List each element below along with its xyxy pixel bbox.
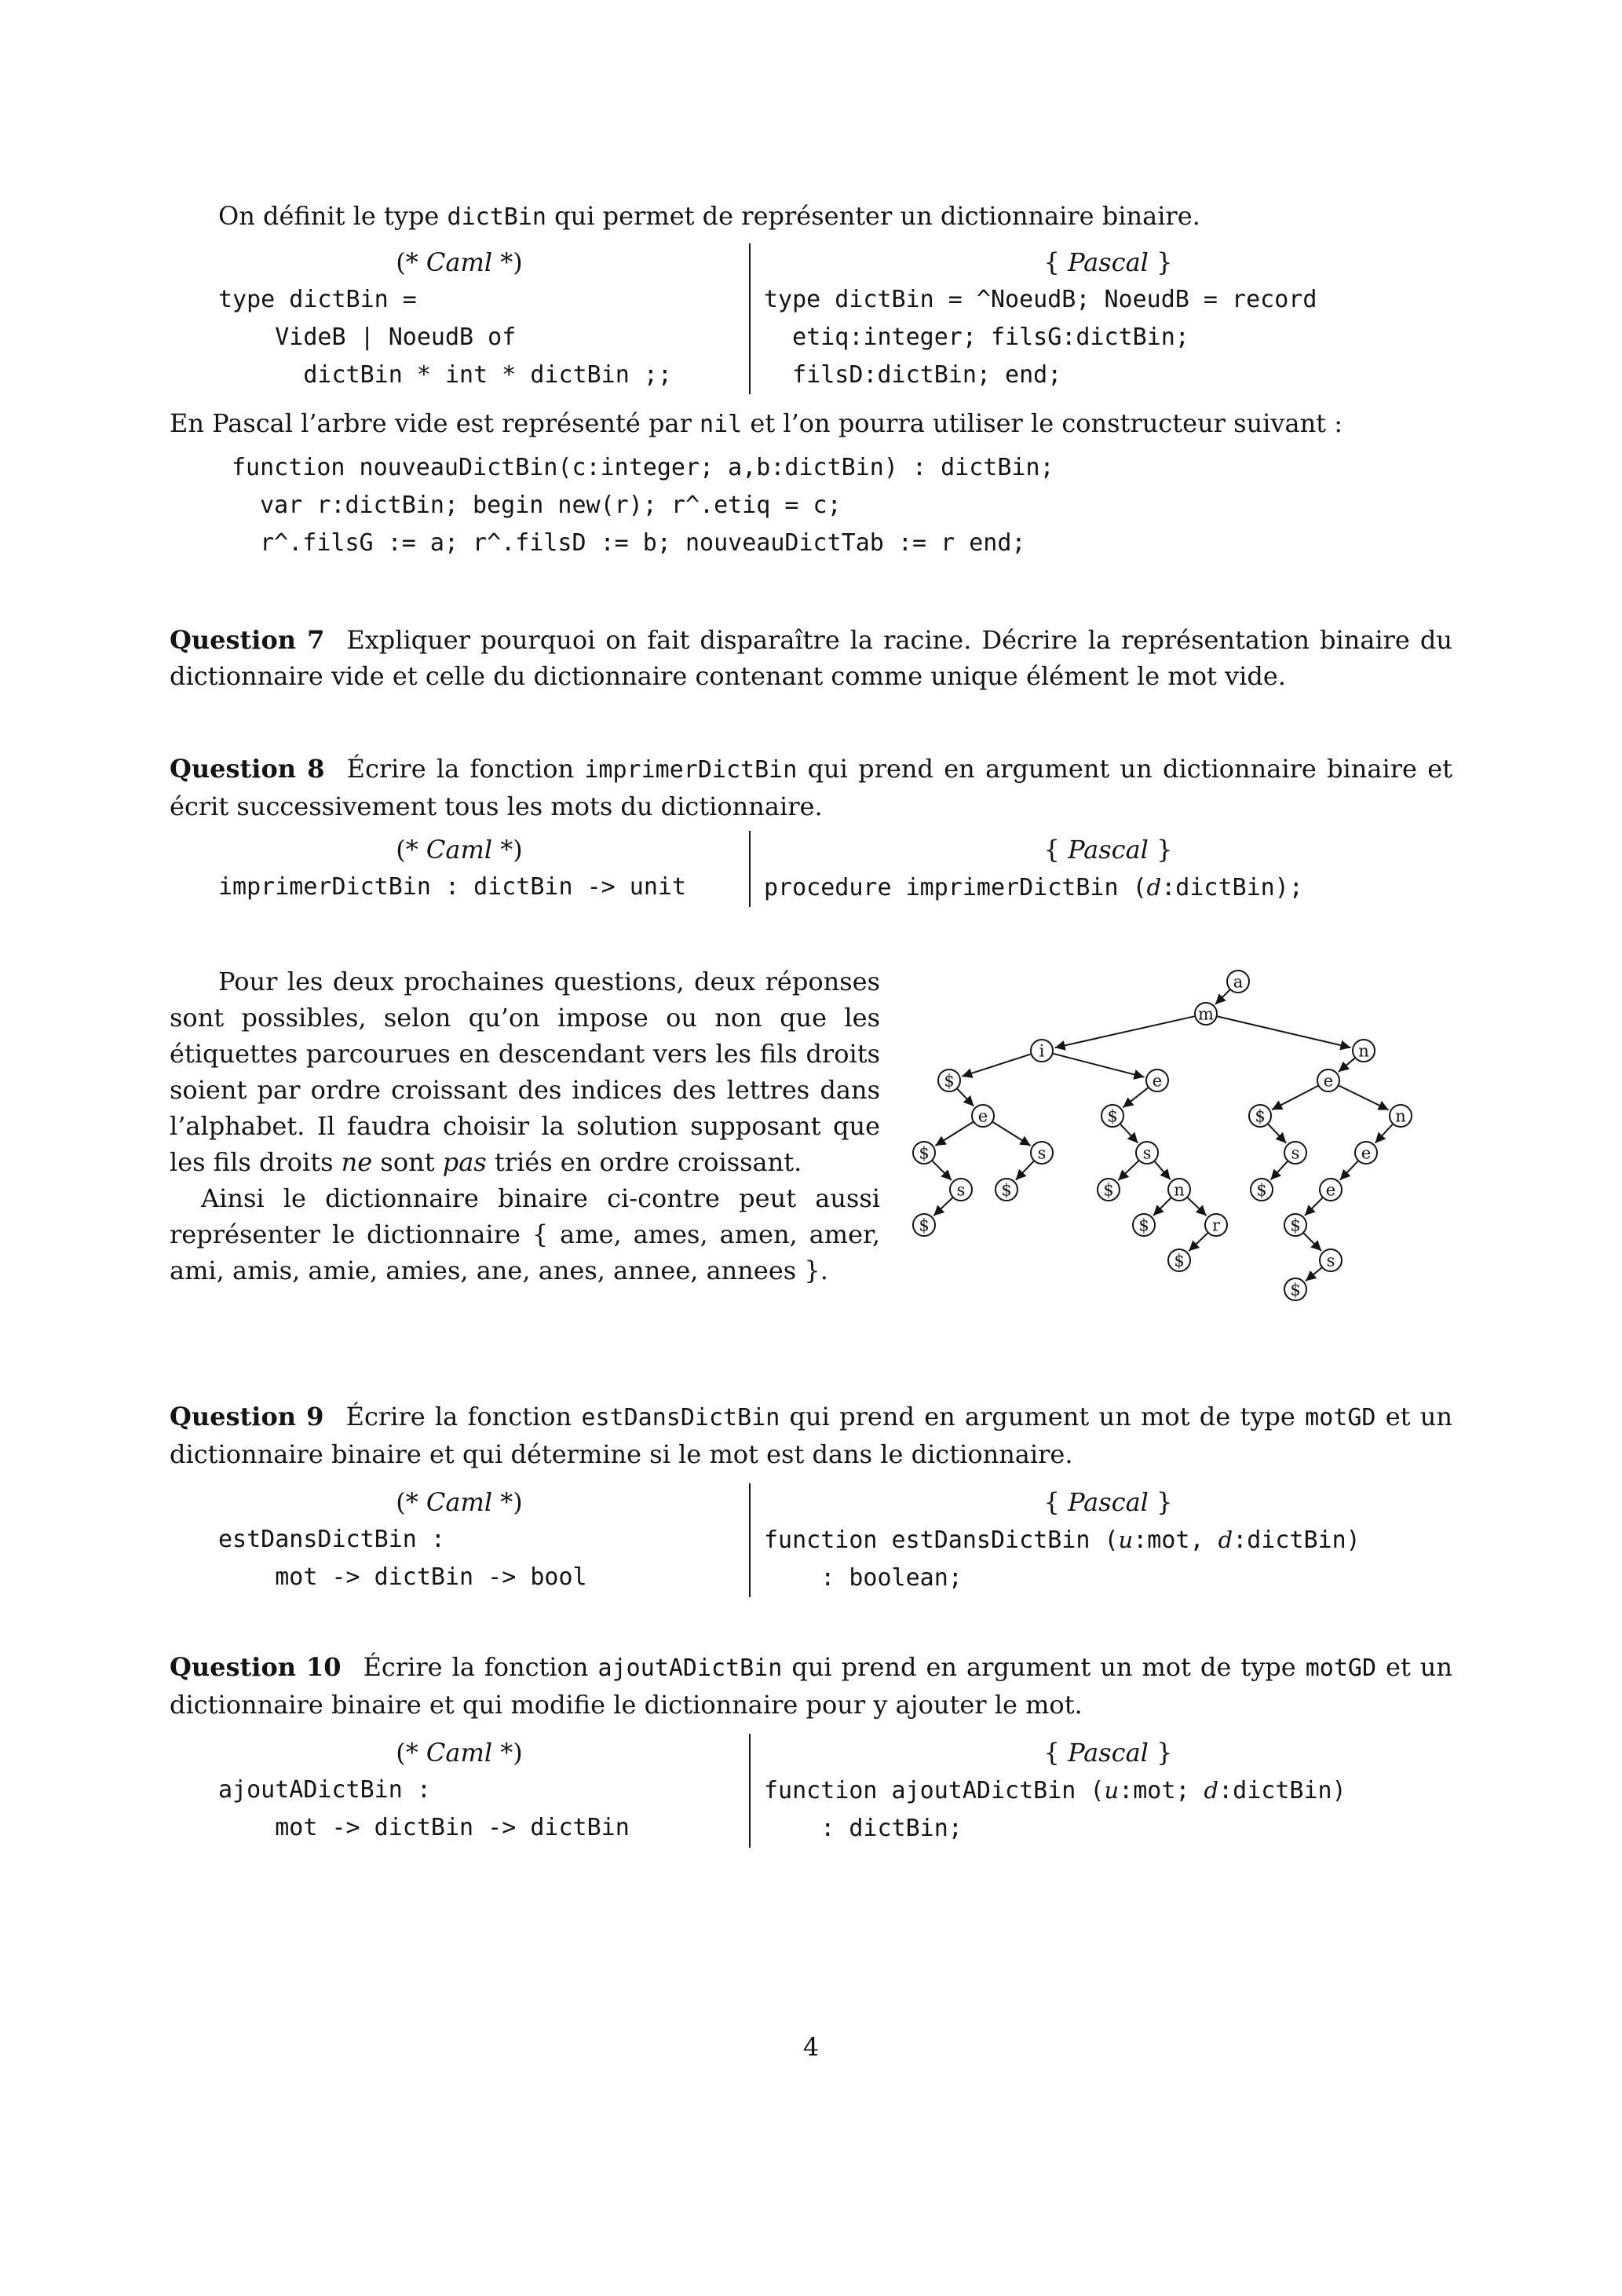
code-run: :dictBin) xyxy=(1218,1777,1346,1804)
tree-node-n_an xyxy=(1353,1040,1375,1062)
caml-column xyxy=(170,1483,749,1597)
pascal-header-open: { xyxy=(1043,1738,1069,1768)
caml-header-name: Caml xyxy=(426,1487,493,1517)
pascal-estdans-code xyxy=(764,1521,1452,1597)
tree-node-r_amer xyxy=(1205,1214,1227,1236)
tree-node-s_amies xyxy=(950,1179,972,1201)
caml-type-code: type dictBin = VideB | NoeudB of dictBin * int * dictBin ;; xyxy=(218,286,672,389)
tree-node-label: e xyxy=(1361,1143,1372,1163)
question-10-text-2: qui prend en argument un mot de type xyxy=(782,1652,1306,1682)
tree-edge-s_amis-end_amis xyxy=(1016,1161,1034,1180)
tree-node-e_ame xyxy=(1146,1069,1168,1091)
tree-node-end_ami xyxy=(938,1069,960,1091)
tree-edge-e_ame-end_ame xyxy=(1123,1088,1148,1107)
tree-node-label: e xyxy=(1325,1180,1336,1200)
tree-edge-i-end_ami xyxy=(962,1055,1031,1077)
caml-column xyxy=(170,243,749,394)
inline-code-imprimerdictbin: imprimerDictBin xyxy=(584,756,798,784)
tree-edge-e_amie-end_amie xyxy=(935,1122,973,1146)
caml-header-open: (* xyxy=(396,835,426,865)
tree-node-end_amen xyxy=(1133,1214,1155,1236)
code-var-d: d xyxy=(1218,1526,1233,1553)
tree-edge-e_annee-end_annee xyxy=(1305,1198,1322,1216)
intro-text-1: On définit le type xyxy=(218,201,448,231)
tree-node-end_amies xyxy=(913,1214,935,1236)
pascal-header-name: Pascal xyxy=(1068,1738,1149,1768)
tree-node-label: $ xyxy=(1255,1106,1266,1126)
intro-paragraph xyxy=(170,198,1452,236)
figure-section xyxy=(170,963,1452,1326)
code-block-imprimer xyxy=(170,831,1452,907)
tree-node-label: $ xyxy=(944,1071,955,1091)
code-var-d: d xyxy=(1146,874,1162,901)
question-8-text-2: qui prend en argument un dictionnaire binaire et écrit successivement tous les mots du dictionnaire. xyxy=(170,754,1453,821)
tree-node-label: $ xyxy=(1103,1180,1114,1200)
tree-node-label: $ xyxy=(1290,1216,1301,1235)
inline-code-motgd: motGD xyxy=(1305,1404,1376,1431)
caml-header-close: *) xyxy=(492,1738,523,1768)
tree-edge-end_annee-s_annees xyxy=(1304,1234,1321,1251)
tree-edge-e_ane-n_ann xyxy=(1339,1086,1389,1110)
tree-edge-s_anes-end_anes xyxy=(1271,1161,1288,1179)
caml-header xyxy=(170,1483,749,1521)
code-run: :dictBin); xyxy=(1161,874,1303,901)
caml-header-open: (* xyxy=(396,247,426,277)
inline-code-estdansdictbin: estDansDictBin xyxy=(581,1404,780,1431)
tree-node-label: s xyxy=(956,1180,966,1200)
code-run: function estDansDictBin ( xyxy=(764,1526,1119,1554)
tree-node-end_ane xyxy=(1249,1105,1271,1127)
tree-node-end_amer xyxy=(1168,1249,1190,1271)
fig-emph-pas: pas xyxy=(442,1147,487,1177)
tree-edge-end_ame-s_ames xyxy=(1120,1124,1138,1143)
tree-node-label: n xyxy=(1395,1106,1406,1126)
code-var-u: u xyxy=(1104,1777,1120,1804)
tree-edge-s_ames-n_amen xyxy=(1155,1161,1171,1179)
tree-node-end_ame xyxy=(1101,1105,1123,1127)
code-run: :mot, xyxy=(1133,1526,1218,1554)
fig-text-3: triés en ordre croissant. xyxy=(486,1147,802,1177)
tree-node-label: i xyxy=(1039,1041,1045,1061)
pascal-header-close: } xyxy=(1148,1487,1173,1517)
tree-node-label: s xyxy=(1037,1143,1047,1163)
tree-node-s_anes xyxy=(1284,1142,1306,1164)
tree-node-n_amen xyxy=(1168,1179,1190,1201)
tree-node-e_ane xyxy=(1317,1069,1339,1091)
tree-edge-n_ann-e_anne xyxy=(1375,1124,1393,1143)
inline-code-nil: nil xyxy=(700,411,743,438)
caml-column xyxy=(170,1734,749,1848)
tree-edge-s_amies-end_amies xyxy=(933,1197,952,1216)
tree-edge-n_amen-end_amen xyxy=(1153,1198,1171,1216)
question-10-label: Question 10 xyxy=(170,1652,342,1682)
question-7-label: Question 7 xyxy=(170,625,325,655)
code-block-estdans xyxy=(170,1483,1452,1597)
tree-edge-i-e_ame xyxy=(1054,1054,1145,1077)
tree-node-end_annees xyxy=(1284,1278,1306,1300)
tree-node-label: $ xyxy=(1256,1180,1267,1200)
binary-dictionary-tree-figure xyxy=(895,959,1452,1326)
pascal-column xyxy=(749,831,1452,907)
code-run: procedure imprimerDictBin ( xyxy=(764,874,1147,901)
question-9-text-3: et un dictionnaire binaire et qui détermine si le mot est dans le dictionnaire. xyxy=(170,1402,1453,1469)
tree-node-end_amis xyxy=(995,1179,1017,1201)
tree-node-m xyxy=(1195,1003,1217,1025)
tree-edge-n_amen-r_amer xyxy=(1188,1197,1207,1216)
inline-code-dictbin: dictBin xyxy=(447,203,546,231)
code-run: :mot; xyxy=(1119,1777,1204,1804)
tree-node-label: s xyxy=(1326,1251,1335,1270)
tree-node-e_anne xyxy=(1355,1142,1377,1164)
caml-header-close: *) xyxy=(492,835,523,865)
tree-node-label: s xyxy=(1142,1143,1152,1163)
fig-text-2: sont xyxy=(372,1147,443,1177)
inline-code-motgd: motGD xyxy=(1305,1654,1377,1682)
nil-paragraph xyxy=(170,405,1452,443)
tree-node-i xyxy=(1031,1040,1053,1062)
tree-edge-e_anne-e_annee xyxy=(1340,1161,1358,1180)
nil-text-2: et l’on pourra utiliser le constructeur suivant : xyxy=(742,408,1343,438)
pascal-header-open: { xyxy=(1043,1487,1069,1517)
pascal-header xyxy=(764,243,1452,281)
tree-edge-s_ames-end_ames xyxy=(1118,1161,1138,1180)
pascal-type-code: type dictBin = ^NoeudB; NoeudB = record etiq:integer; filsG:dictBin; filsD:dictBin; end; xyxy=(764,286,1317,389)
figure-text-column xyxy=(170,963,880,1326)
pascal-column xyxy=(749,1483,1452,1597)
constructor-code: function nouveauDictBin(c:integer; a,b:dictBin) : dictBin; var r:dictBin; begin new(r); r^.etiq = c; r^.filsG := a; r^.filsD := b; nouveauDictTab := r end; xyxy=(232,454,1054,557)
question-9-text-2: qui prend en argument un mot de type xyxy=(780,1402,1306,1431)
question-10-text-3: et un dictionnaire binaire et qui modifie le dictionnaire pour y ajouter le mot. xyxy=(170,1652,1453,1720)
tree-node-label: m xyxy=(1198,1004,1214,1024)
tree-node-s_amis xyxy=(1031,1142,1053,1164)
tree-node-label: n xyxy=(1358,1041,1369,1061)
caml-header-close: *) xyxy=(492,1487,523,1517)
pascal-header xyxy=(764,1734,1452,1771)
question-10 xyxy=(170,1649,1452,1723)
tree-node-n_ann xyxy=(1390,1105,1412,1127)
nil-text-1: En Pascal l’arbre vide est représenté par xyxy=(170,408,700,438)
question-9-label: Question 9 xyxy=(170,1402,324,1431)
question-7 xyxy=(170,622,1452,694)
page-number: 4 xyxy=(802,2032,820,2062)
tree-node-label: $ xyxy=(919,1216,930,1235)
tree-node-end_ames xyxy=(1098,1179,1120,1201)
caml-header-open: (* xyxy=(396,1738,426,1768)
tree-node-s_annees xyxy=(1320,1249,1342,1271)
caml-imprimer-code: imprimerDictBin : dictBin -> unit xyxy=(218,873,687,901)
pascal-header-close: } xyxy=(1148,1738,1173,1768)
figure-paragraph-2: Ainsi le dictionnaire binaire ci-contre peut aussi représenter le dictionnaire { ame, ames, amen, amer, ami, amis, amie, amies, ane, anes, annee, annees }. xyxy=(170,1183,880,1285)
code-run: function ajoutADictBin ( xyxy=(764,1777,1105,1804)
figure-paragraph-1 xyxy=(170,963,880,1180)
question-8-label: Question 8 xyxy=(170,754,325,784)
pascal-header-close: } xyxy=(1148,835,1173,865)
tree-edge-s_annees-end_annees xyxy=(1306,1268,1321,1281)
fig-emph-ne: ne xyxy=(341,1147,373,1177)
caml-estdans-code: estDansDictBin : mot -> dictBin -> bool xyxy=(218,1526,587,1591)
tree-edge-r_amer-end_amer xyxy=(1189,1233,1207,1251)
question-8-text-1: Écrire la fonction xyxy=(346,754,585,784)
tree-node-label: a xyxy=(1233,972,1244,992)
question-10-text-1: Écrire la fonction xyxy=(363,1652,598,1682)
tree-edge-e_amie-s_amis xyxy=(993,1122,1031,1146)
tree-node-label: $ xyxy=(1290,1280,1301,1300)
code-run: : dictBin; xyxy=(764,1815,963,1842)
fig-text-1: Pour les deux prochaines questions, deux réponses sont possibles, selon qu’on impose ou non que les étiquettes parcourues en descendant vers les fils droits soient par ordre croissant des indices des lettres dans l’alphabet. Il faudra choisir la solution supposant que les fils droits xyxy=(170,967,880,1177)
caml-column xyxy=(170,831,749,907)
caml-header-name: Caml xyxy=(426,1738,493,1768)
question-8 xyxy=(170,751,1452,824)
tree-node-e_annee xyxy=(1320,1179,1342,1201)
pascal-column xyxy=(749,243,1452,394)
tree-node-end_anes xyxy=(1251,1179,1273,1201)
tree-edge-a-m xyxy=(1215,990,1229,1004)
question-9-text-1: Écrire la fonction xyxy=(345,1402,582,1431)
tree-edge-m-i xyxy=(1055,1016,1195,1047)
pascal-header-name: Pascal xyxy=(1068,835,1149,865)
code-var-d: d xyxy=(1204,1777,1219,1804)
tree-edge-e_ane-end_ane xyxy=(1272,1086,1318,1110)
pascal-header-close: } xyxy=(1148,247,1173,277)
pascal-header-name: Pascal xyxy=(1068,247,1149,277)
tree-diagram xyxy=(895,959,1445,1320)
pascal-header-open: { xyxy=(1043,835,1069,865)
code-block-type-definitions xyxy=(170,243,1452,394)
pascal-imprimer-code xyxy=(764,868,1452,907)
tree-node-label: $ xyxy=(1001,1180,1012,1200)
tree-node-label: $ xyxy=(1138,1216,1149,1235)
intro-text-2: qui permet de représenter un dictionnaire binaire. xyxy=(546,201,1200,231)
code-block-ajout xyxy=(170,1734,1452,1848)
pascal-header-open: { xyxy=(1043,247,1069,277)
caml-header-name: Caml xyxy=(426,835,493,865)
tree-node-label: s xyxy=(1291,1143,1300,1163)
caml-header-open: (* xyxy=(396,1487,426,1517)
tree-node-label: r xyxy=(1211,1216,1221,1235)
tree-node-e_amie xyxy=(972,1105,994,1127)
tree-node-label: $ xyxy=(1107,1106,1118,1126)
tree-node-label: e xyxy=(1152,1071,1163,1091)
tree-node-label: e xyxy=(977,1106,988,1126)
pascal-header xyxy=(764,831,1452,868)
tree-edge-m-n_an xyxy=(1218,1016,1351,1047)
tree-edge-end_amie-s_amies xyxy=(933,1161,952,1180)
tree-node-s_ames xyxy=(1136,1142,1158,1164)
caml-header xyxy=(170,1734,749,1771)
tree-edge-end_ami-e_amie xyxy=(957,1089,974,1106)
tree-node-a xyxy=(1227,971,1249,993)
question-7-text: Expliquer pourquoi on fait disparaître la racine. Décrire la représentation binaire du dictionnaire vide et celle du dictionnaire contenant comme unique élément le mot vide. xyxy=(170,625,1453,691)
tree-node-label: $ xyxy=(1174,1251,1185,1270)
caml-ajout-code: ajoutADictBin : mot -> dictBin -> dictBin xyxy=(218,1776,630,1841)
tree-node-label: e xyxy=(1323,1071,1334,1091)
inline-code-ajoutadictbin: ajoutADictBin xyxy=(597,1654,783,1682)
caml-header xyxy=(170,831,749,868)
caml-header xyxy=(170,243,749,281)
caml-header-close: *) xyxy=(492,247,523,277)
question-9 xyxy=(170,1398,1452,1472)
code-run: : boolean; xyxy=(764,1564,963,1592)
code-run: :dictBin) xyxy=(1233,1526,1361,1554)
tree-node-end_annee xyxy=(1284,1214,1306,1236)
code-var-u: u xyxy=(1118,1526,1134,1553)
pascal-header-name: Pascal xyxy=(1068,1487,1149,1517)
caml-header-name: Caml xyxy=(426,247,493,277)
tree-node-label: $ xyxy=(919,1143,930,1163)
tree-edge-n_an-e_ane xyxy=(1339,1058,1355,1072)
tree-node-end_amie xyxy=(913,1142,935,1164)
pascal-column xyxy=(749,1734,1452,1848)
pascal-header xyxy=(764,1483,1452,1521)
pascal-ajout-code xyxy=(764,1771,1452,1848)
tree-node-label: n xyxy=(1174,1180,1185,1200)
tree-edge-end_ane-s_anes xyxy=(1268,1124,1286,1143)
